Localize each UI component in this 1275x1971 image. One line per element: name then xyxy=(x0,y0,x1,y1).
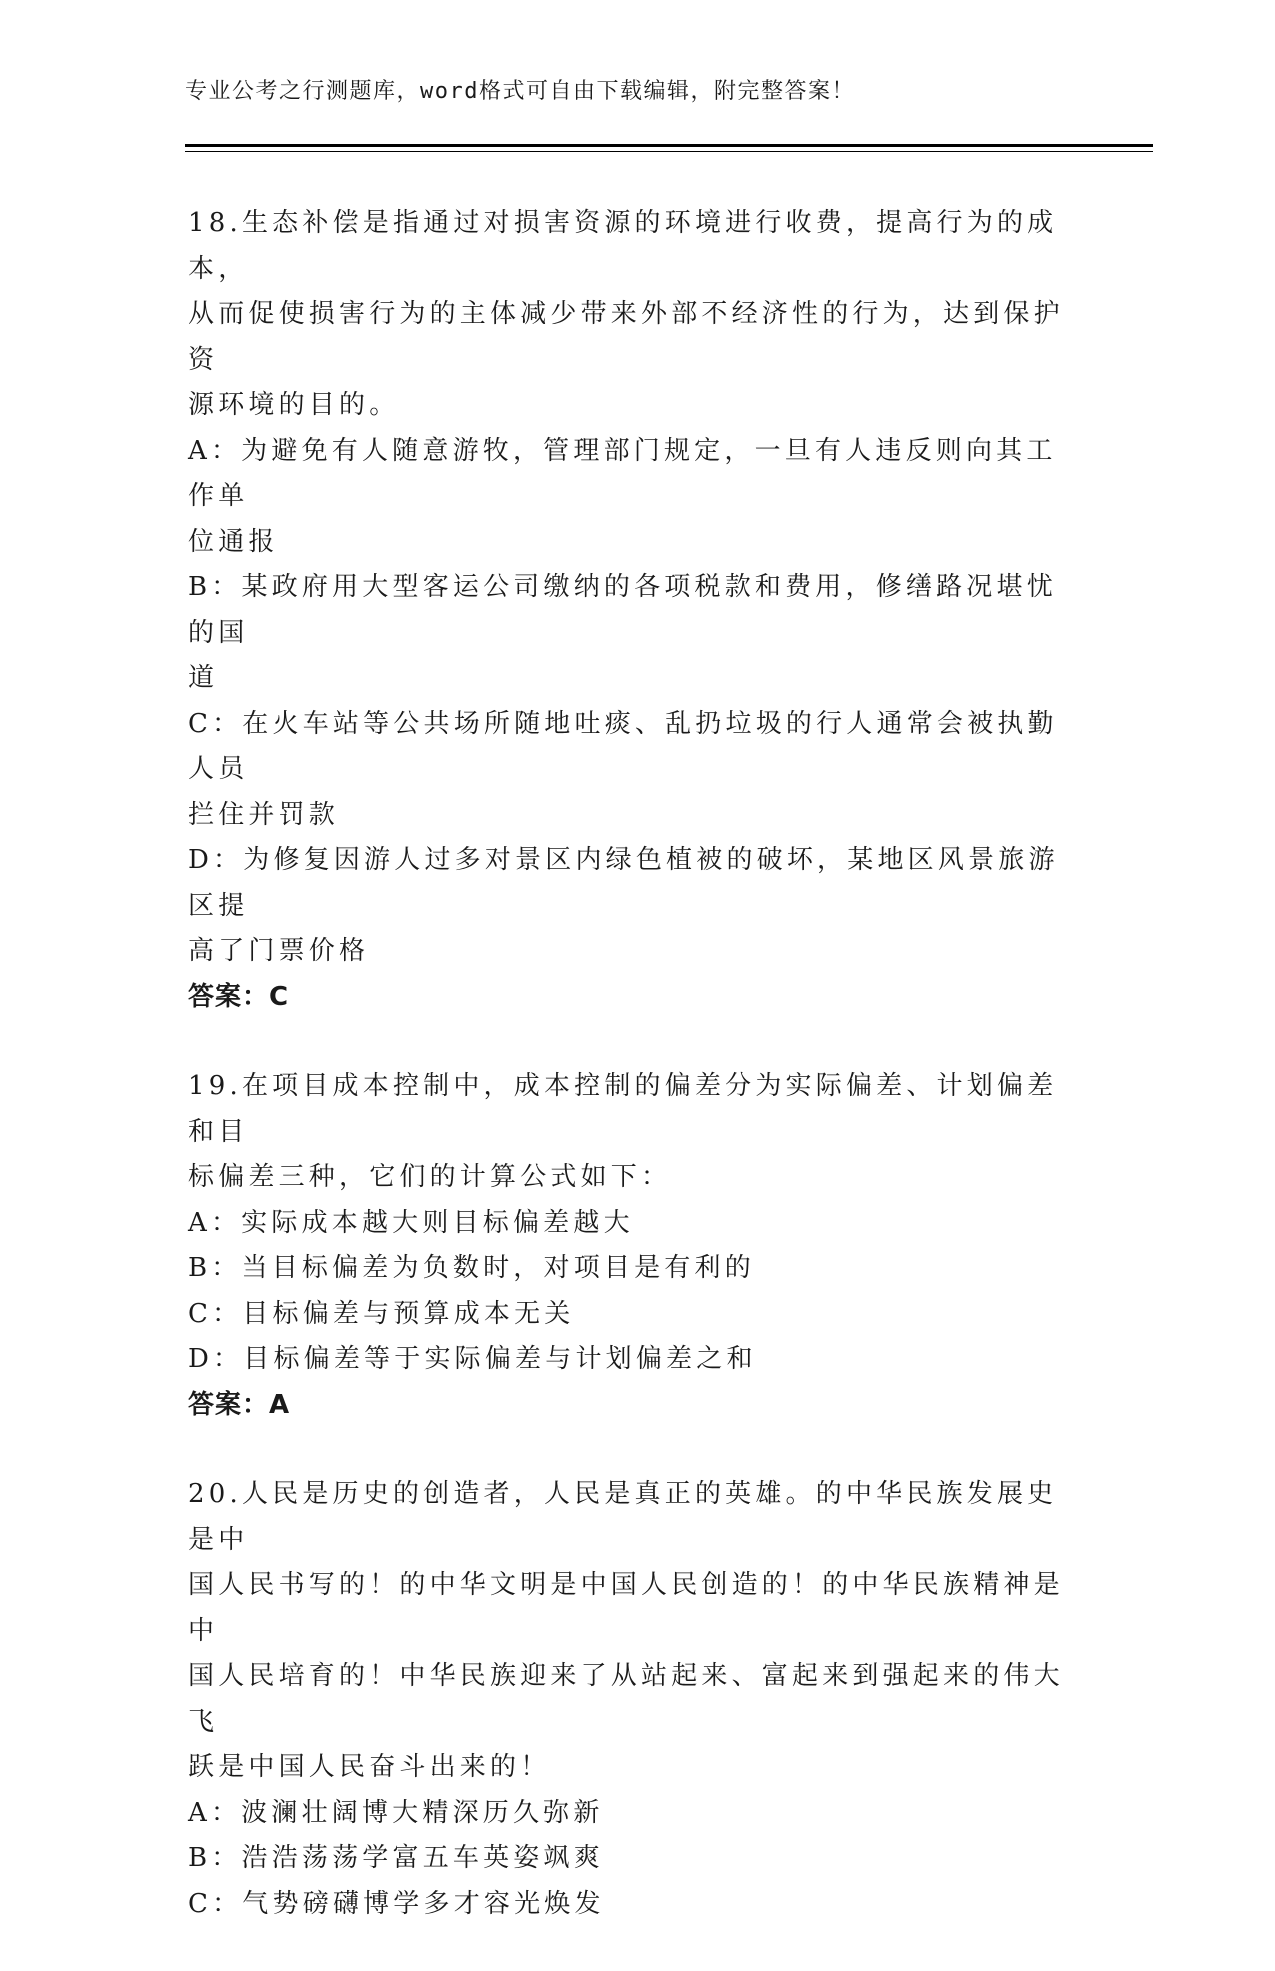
option-line: C：在火车站等公共场所随地吐痰、乱扔垃圾的行人通常会被执勤人员 xyxy=(188,708,1058,784)
question-block xyxy=(188,1064,1068,1428)
option-line: 拦住并罚款 xyxy=(188,799,340,830)
header-rule-thick xyxy=(185,144,1153,147)
option-line: C：气势磅礴博学多才容光焕发 xyxy=(188,1888,605,1919)
option-line: 道 xyxy=(188,663,219,693)
option-line: B：浩浩荡荡学富五车英姿飒爽 xyxy=(188,1843,604,1873)
question-list xyxy=(188,201,1068,1971)
question-stem-line: 标偏差三种，它们的计算公式如下： xyxy=(188,1162,672,1192)
option-line: C：目标偏差与预算成本无关 xyxy=(188,1298,575,1329)
question-stem-line: 源环境的目的。 xyxy=(188,390,400,420)
question-stem-line: 国人民书写的！的中华文明是中国人民创造的！的中华民族精神是中 xyxy=(188,1570,1064,1646)
question-stem-line: 从而促使损害行为的主体减少带来外部不经济性的行为，达到保护资 xyxy=(188,299,1064,375)
question-stem-line: 国人民培育的！中华民族迎来了从站起来、富起来到强起来的伟大飞 xyxy=(188,1661,1064,1737)
answer-line: 答案：A xyxy=(188,1389,291,1420)
question-stem-line: 19.在项目成本控制中，成本控制的偏差分为实际偏差、计划偏差和目 xyxy=(188,1071,1058,1147)
option-line: D：目标偏差等于实际偏差与计划偏差之和 xyxy=(188,1344,757,1374)
header-rule-thin xyxy=(185,151,1153,152)
option-line: A：为避免有人随意游牧，管理部门规定，一旦有人违反则向其工作单 xyxy=(188,435,1057,511)
question-stem-line: 18.生态补偿是指通过对损害资源的环境进行收费，提高行为的成本， xyxy=(188,208,1058,284)
answer-line: 答案：C xyxy=(188,981,290,1012)
option-line: 高了门票价格 xyxy=(188,936,370,966)
option-line: D：为修复因游人过多对景区内绿色植被的破坏，某地区风景旅游区提 xyxy=(188,845,1059,921)
question-block xyxy=(188,1472,1068,1927)
question-stem-line: 跃是中国人民奋斗出来的！ xyxy=(188,1752,551,1782)
option-line: A：波澜壮阔博大精深历久弥新 xyxy=(188,1797,604,1828)
question-stem-line: 20.人民是历史的创造者，人民是真正的英雄。的中华民族发展史是中 xyxy=(188,1479,1058,1555)
option-line: A：实际成本越大则目标偏差越大 xyxy=(188,1207,634,1238)
option-line: B：当目标偏差为负数时，对项目是有利的 xyxy=(188,1253,755,1283)
question-block xyxy=(188,201,1068,1020)
page-header: 专业公考之行测题库，word格式可自由下载编辑，附完整答案！ xyxy=(185,79,855,104)
option-line: 位通报 xyxy=(188,526,279,557)
option-line: B：某政府用大型客运公司缴纳的各项税款和费用，修缮路况堪忧的国 xyxy=(188,572,1057,648)
